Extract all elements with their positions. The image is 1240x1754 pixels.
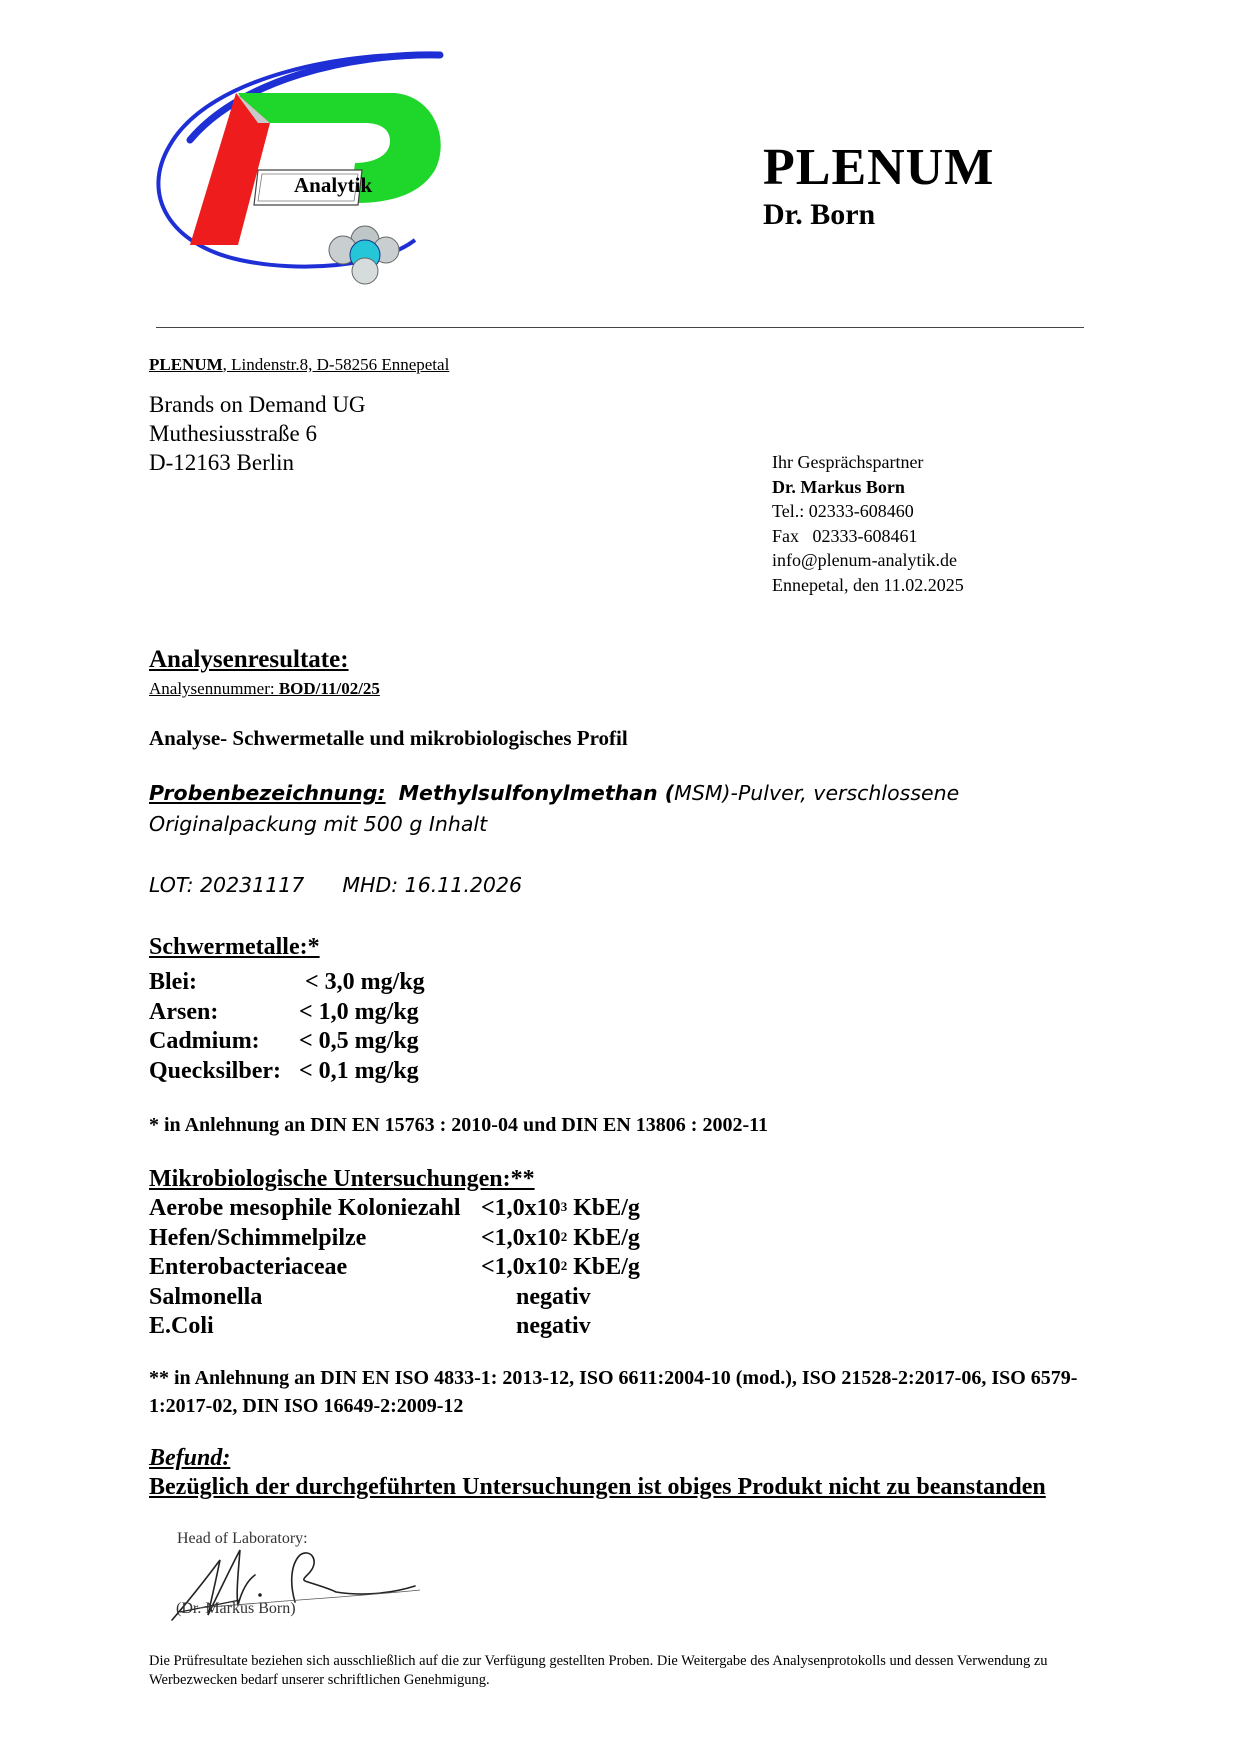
table-row <box>149 1312 640 1342</box>
analysis-number-line <box>149 679 380 699</box>
test-name: Salmonella <box>149 1283 263 1310</box>
sample-description <box>149 778 1089 840</box>
table-row <box>149 1194 640 1224</box>
metal-value: < 1,0 mg/kg <box>299 998 419 1025</box>
sender-name: PLENUM <box>149 355 223 374</box>
contact-tel: Tel.: 02333-608460 <box>772 501 914 521</box>
contact-date: Ennepetal, den 11.02.2025 <box>772 574 964 595</box>
analysis-number: BOD/11/02/25 <box>278 679 380 698</box>
table-row <box>149 1027 425 1057</box>
metal-name: Quecksilber: <box>149 1057 281 1084</box>
sample-details: MSM)-Pulver, verschlossene Originalpackung mit 500 g Inhalt <box>149 781 960 836</box>
metal-name: Blei: <box>149 969 197 995</box>
recipient-city: D-12163 Berlin <box>149 450 295 475</box>
signature-heading: Head of Laboratory: <box>177 1530 308 1547</box>
recipient-company: Brands on Demand UG <box>149 392 366 417</box>
test-name: E.Coli <box>149 1313 214 1339</box>
metal-value: < 0,1 mg/kg <box>299 1057 419 1084</box>
table-row <box>149 968 425 998</box>
sample-name: Methylsulfonylmethan ( <box>398 781 675 805</box>
header-divider <box>156 327 1084 328</box>
recipient-street: Muthesiusstraße 6 <box>149 421 318 446</box>
recipient-address <box>149 390 366 477</box>
table-row <box>149 1253 640 1283</box>
contact-fax: Fax 02333-608461 <box>772 525 918 546</box>
metal-name: Arsen: <box>149 998 219 1025</box>
test-value: $<1,0x10^2$ KbE/g <box>481 1224 640 1251</box>
brand-subtitle: Dr. Born <box>763 198 876 231</box>
microbiology-note: ** in Anlehnung an DIN EN ISO 4833-1: 2013-12, ISO 6611:2004-10 (mod.), ISO 21528-2:2017-06, ISO 6579-1:2017-02, DIN ISO 16649-2:2009-12 <box>149 1367 1078 1417</box>
heavy-metals-heading: Schwermetalle:* <box>149 934 320 960</box>
finding-label: Befund: <box>149 1445 231 1471</box>
brand-name: PLENUM <box>763 139 995 196</box>
metal-name: Cadmium: <box>149 1028 260 1054</box>
sender-address-line <box>149 355 449 375</box>
test-value: $<1,0x10^2$ KbE/g <box>481 1254 640 1280</box>
heavy-metals-table <box>149 968 425 1086</box>
test-value: negativ <box>516 1283 591 1310</box>
lot-line <box>149 873 522 897</box>
heavy-metals-note: * in Anlehnung an DIN EN 15763 : 2010-04 und DIN EN 13806 : 2002-11 <box>149 1114 769 1136</box>
metal-value: < 0,5 mg/kg <box>299 1028 419 1054</box>
best-before-date: MHD: 16.11.2026 <box>342 873 523 897</box>
microbiology-heading: Mikrobiologische Untersuchungen:** <box>149 1166 535 1192</box>
contact-name: Dr. Markus Born <box>772 476 905 497</box>
contact-label: Ihr Gesprächspartner <box>772 452 924 472</box>
logo-label: Analytik <box>294 173 373 197</box>
table-row <box>149 998 425 1028</box>
test-name: Enterobacteriaceae <box>149 1254 348 1280</box>
results-heading: Analysenresultate: <box>149 646 349 673</box>
table-row <box>149 1224 640 1254</box>
test-value: negativ <box>516 1313 591 1339</box>
finding-text: Bezüglich der durchgeführten Untersuchungen ist obiges Produkt nicht zu beanstanden <box>149 1474 1046 1500</box>
analysis-title: Analyse- Schwermetalle und mikrobiologisches Profil <box>149 726 628 750</box>
sender-address: , Lindenstr.8, D-58256 Ennepetal <box>222 355 450 374</box>
contact-block <box>772 450 964 597</box>
table-row <box>149 1283 640 1313</box>
footer-disclaimer: Die Prüfresultate beziehen sich ausschließlich auf die zur Verfügung gestellten Proben. Die Weitergabe des Analysenprotokolls und dessen Verwendung zu Werbezwecken bedarf unserer schriftlichen Genehmigung. <box>149 1653 1048 1688</box>
test-value: $<1,0x10^3$ KbE/g <box>481 1195 640 1221</box>
contact-email: info@plenum-analytik.de <box>772 550 958 570</box>
signature-name: (Dr. Markus Born) <box>176 1600 296 1617</box>
metal-value: < 3,0 mg/kg <box>299 969 425 995</box>
test-name: Aerobe mesophile Koloniezahl <box>149 1195 461 1221</box>
sample-label: Probenbezeichnung: <box>149 781 386 805</box>
analysis-number-label: Analysennummer: <box>149 679 279 698</box>
microbiology-table <box>149 1194 640 1342</box>
test-name: Hefen/Schimmelpilze <box>149 1224 367 1251</box>
table-row <box>149 1057 425 1087</box>
lot-number: LOT: 20231117 <box>149 873 305 897</box>
